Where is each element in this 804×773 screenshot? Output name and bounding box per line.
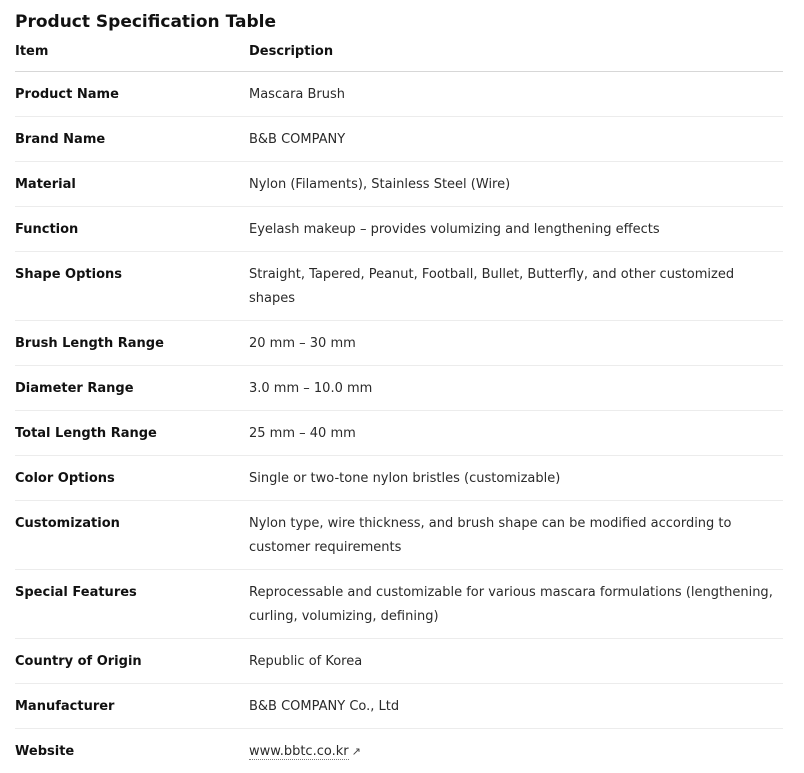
row-description: Straight, Tapered, Peanut, Football, Bullet, Butterfly, and other customized shapes xyxy=(249,252,783,321)
row-description: Single or two-tone nylon bristles (customizable) xyxy=(249,456,783,501)
website-link[interactable]: www.bbtc.co.kr xyxy=(249,744,349,760)
row-description: B&B COMPANY Co., Ltd xyxy=(249,684,783,729)
row-item: Manufacturer xyxy=(15,684,249,729)
row-description: B&B COMPANY xyxy=(249,117,783,162)
table-row xyxy=(15,162,783,207)
external-link-icon: ↗ xyxy=(352,740,361,764)
table-row xyxy=(15,72,783,117)
row-item: Country of Origin xyxy=(15,639,249,684)
table-row xyxy=(15,321,783,366)
row-description: Eyelash makeup – provides volumizing and lengthening effects xyxy=(249,207,783,252)
page-title: Product Specification Table xyxy=(15,0,783,44)
row-description: Nylon (Filaments), Stainless Steel (Wire) xyxy=(249,162,783,207)
table-header-row xyxy=(15,44,783,72)
row-item: Brush Length Range xyxy=(15,321,249,366)
row-description: 25 mm – 40 mm xyxy=(249,411,783,456)
table-row xyxy=(15,207,783,252)
row-item: Product Name xyxy=(15,72,249,117)
spec-table xyxy=(15,44,783,773)
table-row xyxy=(15,684,783,729)
row-item: Shape Options xyxy=(15,252,249,321)
table-row xyxy=(15,639,783,684)
row-item: Brand Name xyxy=(15,117,249,162)
table-row xyxy=(15,117,783,162)
row-item: Total Length Range xyxy=(15,411,249,456)
row-item: Diameter Range xyxy=(15,366,249,411)
row-description: 20 mm – 30 mm xyxy=(249,321,783,366)
table-row xyxy=(15,411,783,456)
row-description: Nylon type, wire thickness, and brush shape can be modified according to customer requirements xyxy=(249,501,783,570)
row-item: Function xyxy=(15,207,249,252)
table-row xyxy=(15,501,783,570)
table-row xyxy=(15,570,783,639)
table-row xyxy=(15,456,783,501)
column-header-item: Item xyxy=(15,44,249,72)
column-header-description: Description xyxy=(249,44,783,72)
row-item: Color Options xyxy=(15,456,249,501)
row-description: 3.0 mm – 10.0 mm xyxy=(249,366,783,411)
row-description: Mascara Brush xyxy=(249,72,783,117)
row-description: Reprocessable and customizable for various mascara formulations (lengthening, curling, volumizing, defining) xyxy=(249,570,783,639)
table-row xyxy=(15,252,783,321)
table-row xyxy=(15,366,783,411)
row-item: Material xyxy=(15,162,249,207)
row-item: Special Features xyxy=(15,570,249,639)
row-item: Customization xyxy=(15,501,249,570)
row-item: Website xyxy=(15,729,249,773)
row-description: Republic of Korea xyxy=(249,639,783,684)
